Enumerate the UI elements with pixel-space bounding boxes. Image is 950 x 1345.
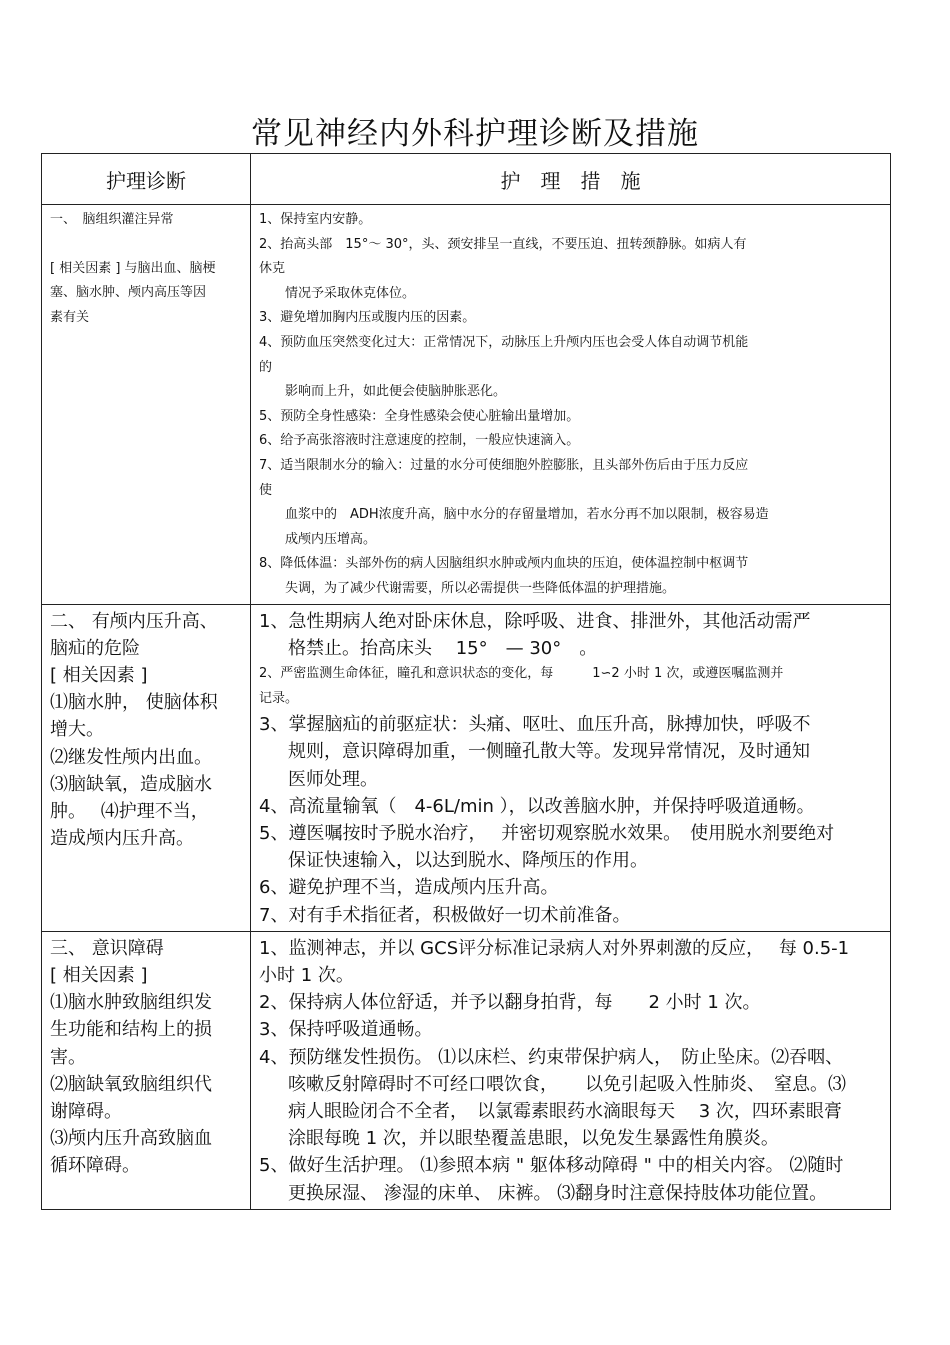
diagnosis-line: 塞、脑水肿、颅内高压等因	[50, 285, 207, 301]
nursing-table	[41, 153, 891, 1210]
measures-cell	[251, 931, 891, 1209]
measure-line: 影响而上升，如此便会使脑肿胀恶化。	[285, 384, 507, 400]
diagnosis-line: 谢障碍。	[50, 1100, 122, 1122]
diagnosis-cell	[42, 205, 251, 605]
diagnosis-line: ⑵继发性颅内出血。	[50, 746, 212, 768]
measure-line: 6、避免护理不当，造成颅内压升高。	[259, 877, 559, 899]
table-row	[42, 931, 891, 1209]
measure-line: 4、高流量输氧（ 4-6L/min ），以改善脑水肿，并保持呼吸道通畅。	[259, 795, 815, 817]
measure-line: 1、急性期病人绝对卧床休息，除呼吸、进食、排泄外，其他活动需严	[259, 610, 811, 632]
measure-line: 5、预防全身性感染：全身性感染会使心脏输出量增加。	[259, 408, 580, 424]
diagnosis-line: ⑵脑缺氧致脑组织代	[50, 1073, 212, 1095]
measure-line: 病人眼睑闭合不全者， 以氯霉素眼药水滴眼每天 3 次，四环素眼膏	[288, 1100, 842, 1122]
measure-line: 医师处理。	[288, 768, 378, 790]
measure-line: 记录。	[259, 690, 299, 706]
diagnosis-line: 害。	[50, 1046, 86, 1068]
measure-line: 6、给予高张溶液时注意速度的控制，一般应快速滴入。	[259, 433, 580, 449]
measure-line: 3、掌握脑疝的前驱症状：头痛、呕吐、血压升高，脉搏加快，呼吸不	[259, 714, 811, 736]
diagnosis-line: 二、 有颅内压升高、	[50, 610, 218, 632]
diagnosis-line: 循环障碍。	[50, 1155, 140, 1177]
header-diagnosis: 护理诊断	[42, 154, 251, 205]
measure-line: 成颅内压增高。	[285, 531, 377, 547]
measure-line: 血浆中的 ADH浓度升高，脑中水分的存留量增加，若水分再不加以限制，极容易造	[285, 507, 769, 523]
measure-line: 1、保持室内安静。	[259, 212, 372, 227]
measure-line: 1、监测神志，并以 GCS评分标准记录病人对外界刺激的反应， 每 0.5-1	[259, 937, 850, 959]
diagnosis-line: 脑疝的危险	[50, 637, 140, 659]
diagnosis-line: 一、 脑组织灌注异常	[50, 212, 174, 227]
diagnosis-line: 造成颅内压升高。	[50, 828, 194, 850]
diagnosis-line: 三、 意识障碍	[50, 937, 164, 959]
measure-line: 咳嗽反射障碍时不可经口喂饮食， 以免引起吸入性肺炎、 窒息。⑶	[288, 1073, 846, 1095]
diagnosis-line: ⑴脑水肿， 使脑体积	[50, 692, 218, 714]
diagnosis-line: 素有关	[50, 309, 90, 325]
measure-line: 2、保持病人体位舒适，并予以翻身拍背，每 2 小时 1 次。	[259, 992, 761, 1014]
measure-line: 规则，意识障碍加重，一侧瞳孔散大等。发现异常情况，及时通知	[288, 741, 810, 763]
measure-line: 3、保持呼吸道通畅。	[259, 1019, 433, 1041]
measure-line: 5、遵医嘱按时予脱水治疗， 并密切观察脱水效果。 使用脱水剂要绝对	[259, 822, 835, 844]
table-row	[42, 604, 891, 931]
measure-line: 8、降低体温：头部外伤的病人因脑组织水肿或颅内血块的压迫，使体温控制中枢调节	[259, 556, 749, 572]
diagnosis-line: ⑴脑水肿致脑组织发	[50, 992, 212, 1014]
measure-line: 使	[259, 482, 273, 498]
diagnosis-line: 肿。 ⑷护理不当，	[50, 800, 209, 822]
diagnosis-line: 增大。	[50, 719, 104, 741]
diagnosis-line: [ 相关因素 ] 与脑出血、脑梗	[50, 260, 216, 276]
measure-line: 5、做好生活护理。 ⑴参照本病 " 躯体移动障碍 " 中的相关内容。 ⑵随时	[259, 1155, 844, 1177]
page-title: 常见神经内外科护理诊断及措施	[251, 116, 699, 152]
table-header-row	[42, 154, 891, 205]
measure-line: 2、严密监测生命体征，瞳孔和意识状态的变化，每 1∽2 小时 1 次，或遵医嘱监测并	[259, 665, 784, 681]
header-measures: 护 理 措 施	[251, 154, 891, 205]
diagnosis-spacer	[50, 233, 244, 257]
measure-line: 小时 1 次。	[259, 964, 354, 986]
measure-line: 更换尿湿、 渗湿的床单、 床裤。 ⑶翻身时注意保持肢体功能位置。	[288, 1182, 828, 1204]
measure-line: 2、抬高头部 15°～ 30°，头、颈安排呈一直线，不要压迫、扭转颈静脉。如病人有	[259, 236, 747, 252]
measure-line: 7、适当限制水分的输入：过量的水分可使细胞外腔膨胀，且头部外伤后由于压力反应	[259, 457, 749, 473]
diagnosis-cell	[42, 931, 251, 1209]
measure-line: 保证快速输入，以达到脱水、降颅压的作用。	[288, 850, 648, 872]
diagnosis-line: [ 相关因素 ]	[50, 664, 148, 686]
measure-line: 失调，为了减少代谢需要，所以必需提供一些降低体温的护理措施。	[285, 580, 676, 596]
diagnosis-line: 生功能和结构上的损	[50, 1019, 212, 1041]
diagnosis-cell	[42, 604, 251, 931]
measure-line: 格禁止。抬高床头 15° — 30° 。	[288, 637, 598, 659]
measure-line: 涂眼每晚 1 次，并以眼垫覆盖患眼，以免发生暴露性角膜炎。	[288, 1128, 779, 1150]
measure-line: 情况予采取休克体位。	[285, 285, 416, 301]
measure-line: 4、预防血压突然变化过大：正常情况下，动脉压上升颅内压也会受人体自动调节机能	[259, 334, 749, 350]
measures-cell	[251, 604, 891, 931]
measure-line: 7、对有手术指征者，积极做好一切术前准备。	[259, 904, 631, 926]
measure-line: 休克	[259, 261, 286, 277]
diagnosis-line: [ 相关因素 ]	[50, 964, 148, 986]
measures-cell	[251, 205, 891, 605]
table-row	[42, 205, 891, 605]
measure-line: 的	[259, 359, 273, 375]
measure-line: 4、预防继发性损伤。 ⑴以床栏、约束带保护病人， 防止坠床。⑵吞咽、	[259, 1046, 844, 1068]
measure-line: 3、避免增加胸内压或腹内压的因素。	[259, 310, 476, 326]
diagnosis-line: ⑶颅内压升高致脑血	[50, 1128, 212, 1150]
diagnosis-line: ⑶脑缺氧，造成脑水	[50, 773, 212, 795]
